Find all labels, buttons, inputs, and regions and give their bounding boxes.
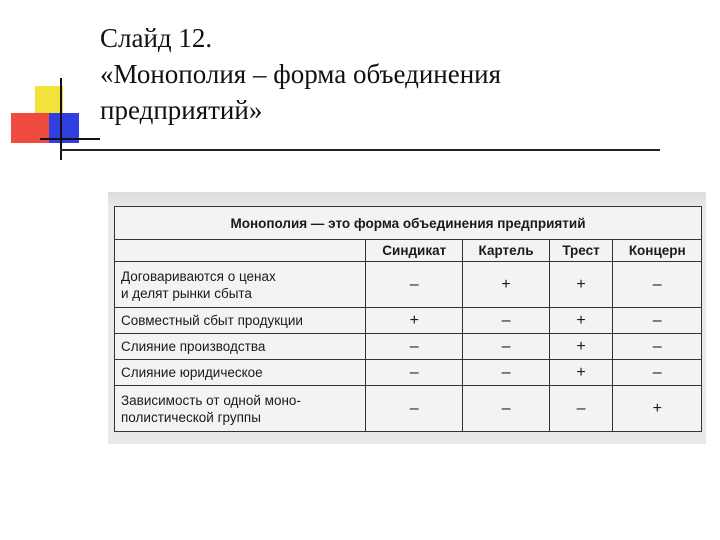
cell-concern: + [613,386,702,432]
header-cartel: Картель [463,240,549,262]
cell-syndicate: – [366,360,463,386]
cell-syndicate: – [366,386,463,432]
table-row [115,308,702,334]
title-underline [60,149,660,151]
slide-title-line-3: предприятий» [100,95,263,125]
row-label-line: полистической группы [121,409,261,425]
table-row [115,360,702,386]
corner-ornament [0,0,110,170]
cell-concern: – [613,360,702,386]
cell-trust: – [549,386,613,432]
row-label-line: и делят рынки сбыта [121,285,252,301]
monopoly-forms-table [114,206,702,432]
cell-syndicate: – [366,262,463,308]
row-label-line: Договариваются о ценах [121,268,276,284]
cell-concern: – [613,334,702,360]
vertical-line-decoration [60,78,62,160]
slide-title [100,20,660,128]
cell-cartel: + [463,262,549,308]
cell-syndicate: – [366,334,463,360]
yellow-square-decoration [35,86,63,116]
cell-cartel: – [463,386,549,432]
table-row [115,386,702,432]
header-blank-cell [115,240,366,262]
header-concern: Концерн [613,240,702,262]
table-row [115,334,702,360]
table-row [115,262,702,308]
header-syndicate: Синдикат [366,240,463,262]
row-label: Слияние производства [115,334,366,360]
cell-concern: – [613,262,702,308]
cell-cartel: – [463,360,549,386]
header-trust: Трест [549,240,613,262]
cell-cartel: – [463,334,549,360]
scanned-table-image [108,192,706,444]
table-header-row [115,240,702,262]
row-label: Совместный сбыт продукции [115,308,366,334]
cell-cartel: – [463,308,549,334]
cell-trust: + [549,308,613,334]
row-label [115,262,366,308]
cell-syndicate: + [366,308,463,334]
cell-trust: + [549,360,613,386]
table-caption-row [115,207,702,240]
row-label: Слияние юридическое [115,360,366,386]
cell-concern: – [613,308,702,334]
slide-title-line-2: «Монополия – форма объединения [100,59,502,89]
slide-title-line-1: Слайд 12. [100,23,213,53]
cell-trust: + [549,334,613,360]
cell-trust: + [549,262,613,308]
table-caption: Монополия — это форма объединения предприятий [115,207,702,240]
row-label-line: Зависимость от одной моно- [121,392,301,408]
horizontal-line-decoration [40,138,100,140]
row-label [115,386,366,432]
